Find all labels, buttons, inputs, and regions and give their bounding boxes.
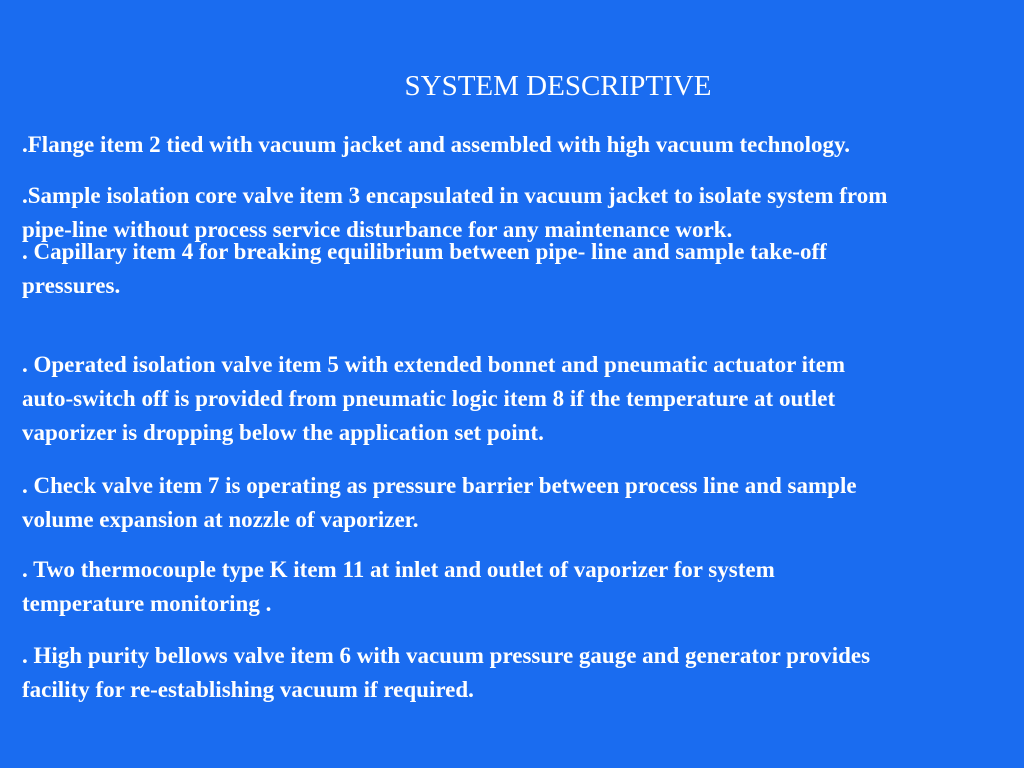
- paragraph-line: .Flange item 2 tied with vacuum jacket and assembled with high vacuum technology.: [22, 132, 851, 157]
- paragraph-line: pressures.: [22, 273, 121, 298]
- paragraph-flange: [22, 128, 1024, 162]
- paragraph-line: .Sample isolation core valve item 3 encapsulated in vacuum jacket to isolate system from: [22, 183, 888, 208]
- paragraph-line: vaporizer is dropping below the application set point.: [22, 420, 544, 445]
- paragraph-line: pipe-line without process service disturbance for any maintenance work.: [22, 217, 733, 242]
- paragraph-line: facility for re-establishing vacuum if required.: [22, 677, 474, 702]
- paragraph-line: . Operated isolation valve item 5 with extended bonnet and pneumatic actuator item: [22, 352, 846, 377]
- slide-title: SYSTEM DESCRIPTIVE: [404, 70, 712, 102]
- paragraph-line: . Capillary item 4 for breaking equilibrium between pipe- line and sample take-off: [22, 239, 827, 264]
- paragraph-capillary: [22, 235, 1024, 303]
- paragraph-bellows-valve: [22, 639, 1024, 707]
- paragraph-line: auto-switch off is provided from pneumatic logic item 8 if the temperature at outlet: [22, 386, 836, 411]
- paragraph-operated-isolation-valve: [22, 348, 1024, 450]
- paragraph-line: . High purity bellows valve item 6 with vacuum pressure gauge and generator provides: [22, 643, 871, 668]
- paragraph-line: temperature monitoring .: [22, 591, 272, 616]
- paragraph-thermocouple: [22, 553, 1024, 621]
- paragraph-check-valve: [22, 469, 1024, 537]
- paragraph-line: volume expansion at nozzle of vaporizer.: [22, 507, 419, 532]
- paragraph-line: . Two thermocouple type K item 11 at inlet and outlet of vaporizer for system: [22, 557, 775, 582]
- paragraph-line: . Check valve item 7 is operating as pressure barrier between process line and sample: [22, 473, 857, 498]
